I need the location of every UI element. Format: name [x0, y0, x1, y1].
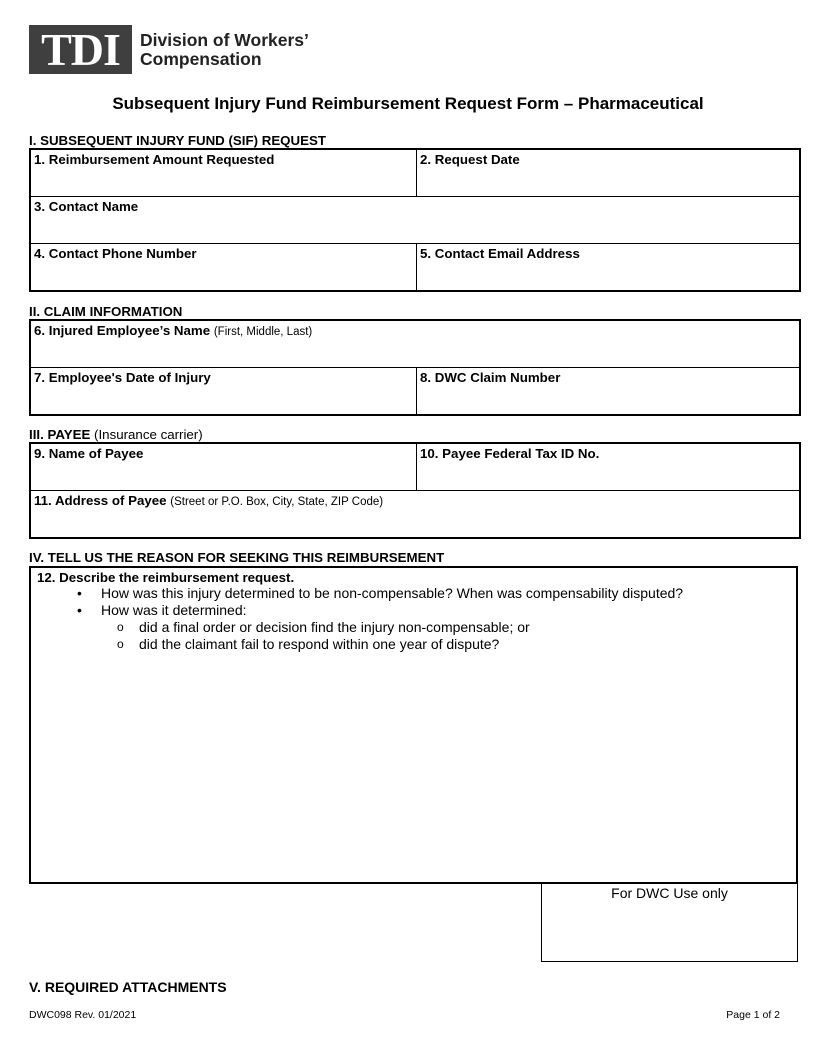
section-3-grid [29, 442, 801, 539]
field-label: 8. DWC Claim Number [420, 370, 561, 385]
field-employee-name[interactable] [31, 321, 799, 367]
circle-bullet-icon: o [117, 620, 124, 634]
field-reimbursement-reason[interactable] [29, 566, 798, 884]
field-contact-name[interactable] [31, 197, 799, 243]
page-number: Page 1 of 2 [726, 1009, 780, 1021]
list-item [37, 636, 790, 653]
field-label: 4. Contact Phone Number [34, 246, 197, 261]
list-item [37, 585, 790, 602]
field-dwc-claim-number[interactable] [417, 368, 563, 414]
section-1-heading: I. SUBSEQUENT INJURY FUND (SIF) REQUEST [29, 133, 326, 148]
list-item-text: did the claimant fail to respond within one year of dispute? [139, 636, 500, 652]
list-item-text: did a final order or decision find the injury non-compensable; or [139, 619, 530, 635]
field-hint: (Street or P.O. Box, City, State, ZIP Code) [170, 496, 384, 508]
reason-sub-list [37, 619, 790, 653]
field-label: 5. Contact Email Address [420, 246, 580, 261]
field-hint: (First, Middle, Last) [213, 326, 313, 338]
field-payee-tax-id[interactable] [417, 444, 602, 490]
org-name [140, 31, 309, 69]
field-label: 6. Injured Employee’s Name [34, 323, 211, 338]
form-id: DWC098 Rev. 01/2021 [29, 1009, 137, 1021]
section-2-grid [29, 319, 801, 416]
bullet-icon: • [77, 602, 82, 618]
section-3-title: III. PAYEE [29, 427, 91, 442]
list-item-text: How was this injury determined to be non-compensable? When was compensability disputed? [101, 585, 684, 601]
list-item-text: How was it determined: [101, 602, 247, 618]
reason-guidance-list [37, 585, 790, 619]
field-label: 10. Payee Federal Tax ID No. [420, 446, 600, 461]
list-item [37, 619, 790, 636]
field-label: 3. Contact Name [34, 199, 139, 214]
field-payee-address[interactable] [31, 491, 799, 537]
org-name-line2: Compensation [140, 48, 262, 69]
section-3-hint: (Insurance carrier) [94, 427, 203, 442]
field-label: 12. Describe the reimbursement request. [37, 570, 295, 585]
section-1-grid [29, 148, 801, 292]
form-title: Subsequent Injury Fund Reimbursement Request Form – Pharmaceutical [112, 94, 704, 113]
field-label: 9. Name of Payee [34, 446, 144, 461]
field-label: 7. Employee's Date of Injury [34, 370, 211, 385]
field-payee-name[interactable] [31, 444, 417, 490]
tdi-logo [29, 25, 309, 74]
field-request-date[interactable] [417, 150, 523, 196]
field-date-of-injury[interactable] [31, 368, 417, 414]
section-5-heading: V. REQUIRED ATTACHMENTS [29, 979, 227, 995]
circle-bullet-icon: o [117, 637, 124, 651]
bullet-icon: • [77, 585, 82, 601]
field-contact-email[interactable] [417, 244, 583, 290]
field-contact-phone[interactable] [31, 244, 417, 290]
dwc-use-label: For DWC Use only [611, 885, 728, 901]
list-item [37, 602, 790, 619]
field-reimbursement-amount[interactable] [31, 150, 417, 196]
tdi-logo-mark: TDI [29, 25, 132, 74]
field-label: 2. Request Date [420, 152, 520, 167]
section-2-heading: II. CLAIM INFORMATION [29, 304, 183, 319]
org-name-line1: Division of Workers’ [140, 29, 309, 50]
section-3-heading [29, 427, 203, 442]
dwc-use-only-box [541, 883, 798, 962]
field-label: 11. Address of Payee [34, 493, 167, 508]
section-4-heading: IV. TELL US THE REASON FOR SEEKING THIS REIMBURSEMENT [29, 550, 445, 565]
field-label: 1. Reimbursement Amount Requested [34, 152, 275, 167]
